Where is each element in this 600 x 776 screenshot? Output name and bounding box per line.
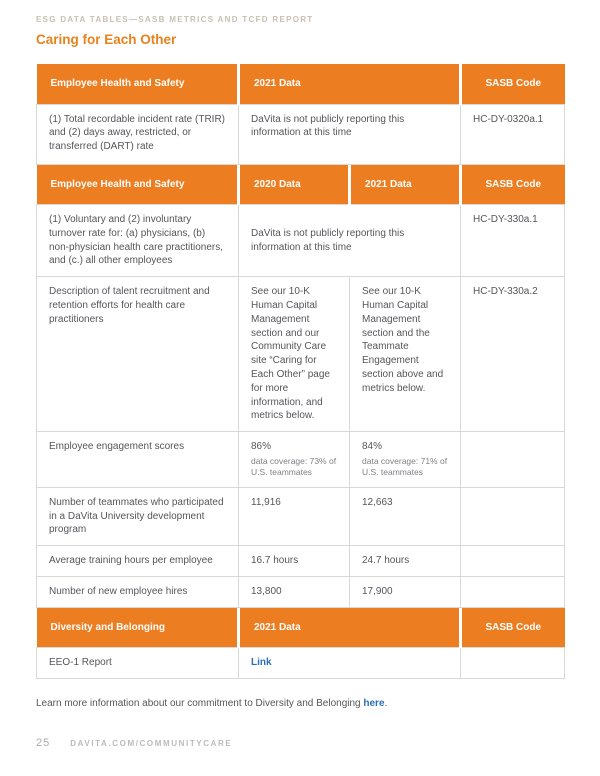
metric-cell: Number of new employee hires [37, 577, 239, 608]
empty-cell [461, 487, 565, 545]
metric-cell: Number of teammates who participated in a DaVita University development program [37, 487, 239, 545]
table-header-row [37, 608, 565, 648]
data-cell-span: DaVita is not publicly reporting this information at this time [239, 205, 461, 277]
footnote-period: . [384, 698, 388, 710]
table-row-davita-university [37, 487, 565, 545]
footer-site-url: DAVITA.COM/COMMUNITYCARE [70, 739, 233, 748]
column-header-sasb-code: SASB Code [461, 165, 565, 205]
data-cell-2021: 17,900 [350, 577, 461, 608]
sasb-code-cell: HC-DY-0320a.1 [461, 104, 565, 164]
data-cell-2021: 24.7 hours [350, 546, 461, 577]
data-cell-2021: 12,663 [350, 487, 461, 545]
column-header-2021-data: 2021 Data [239, 64, 461, 104]
column-header-category: Employee Health and Safety [37, 165, 239, 205]
data-cell-2020: 13,800 [239, 577, 350, 608]
table-row-eeo1-report [37, 648, 565, 679]
column-header-2021-data: 2021 Data [239, 608, 461, 648]
empty-cell [461, 577, 565, 608]
data-value: 86% [251, 441, 272, 453]
page-number: 25 [36, 737, 51, 749]
sasb-code-cell: HC-DY-330a.2 [461, 277, 565, 432]
metric-cell: Description of talent recruitment and retention efforts for health care practitioners [37, 277, 239, 432]
data-cell-2021 [350, 432, 461, 488]
metric-cell: Average training hours per employee [37, 546, 239, 577]
metric-cell: Employee engagement scores [37, 432, 239, 488]
table-diversity-belonging [36, 608, 565, 679]
data-cell-2020: See our 10-K Human Capital Management section and our Community Care site “Caring for Each Other” page for more information, and metrics below. [239, 277, 350, 432]
metric-cell: (1) Total recordable incident rate (TRIR) and (2) days away, restricted, or transferred (DART) rate [37, 104, 239, 164]
footnote [36, 698, 564, 709]
footnote-text: Learn more information about our commitment to Diversity and Belonging [36, 698, 364, 710]
metric-cell: (1) Voluntary and (2) involuntary turnover rate for: (a) physicians, (b) non-physician health care practitioners, and (c.) all other employees [37, 205, 239, 277]
eeo1-report-link[interactable]: Link [251, 657, 272, 669]
table-employee-health-safety-2021 [36, 64, 565, 165]
diversity-belonging-link[interactable]: here [363, 698, 385, 710]
data-cell-2020: 11,916 [239, 487, 350, 545]
data-coverage-note: data coverage: 73% of U.S. teammates [251, 455, 337, 478]
data-value: 84% [362, 441, 383, 453]
table-header-row [37, 165, 565, 205]
column-header-2020-data: 2020 Data [239, 165, 350, 205]
table-row-talent-recruitment [37, 277, 565, 432]
data-coverage-note: data coverage: 71% of U.S. teammates [362, 455, 448, 478]
table-header-row [37, 64, 565, 104]
page-content [36, 15, 564, 709]
metric-cell: EEO-1 Report [37, 648, 239, 679]
section-eyebrow: ESG DATA TABLES—SASB METRICS AND TCFD REPORT [36, 15, 314, 24]
table-row [37, 104, 565, 164]
data-cell-link [239, 648, 461, 679]
column-header-category: Diversity and Belonging [37, 608, 239, 648]
column-header-sasb-code: SASB Code [461, 64, 565, 104]
data-cell-2020 [239, 432, 350, 488]
table-employee-health-safety-2020-2021 [36, 165, 565, 608]
table-row-turnover-rate [37, 205, 565, 277]
empty-cell [461, 432, 565, 488]
column-header-category: Employee Health and Safety [37, 64, 239, 104]
empty-cell [461, 546, 565, 577]
column-header-sasb-code: SASB Code [461, 608, 565, 648]
page-footer [36, 737, 232, 749]
data-cell-2020: 16.7 hours [239, 546, 350, 577]
table-row-engagement-scores [37, 432, 565, 488]
table-row-new-hires [37, 577, 565, 608]
sasb-code-cell: HC-DY-330a.1 [461, 205, 565, 277]
column-header-2021-data: 2021 Data [350, 165, 461, 205]
data-cell-2021: DaVita is not publicly reporting this information at this time [239, 104, 461, 164]
page-title: Caring for Each Other [36, 32, 177, 47]
table-row-training-hours [37, 546, 565, 577]
data-cell-2021: See our 10-K Human Capital Management section and the Teammate Engagement section above and metrics below. [350, 277, 461, 432]
empty-cell [461, 648, 565, 679]
